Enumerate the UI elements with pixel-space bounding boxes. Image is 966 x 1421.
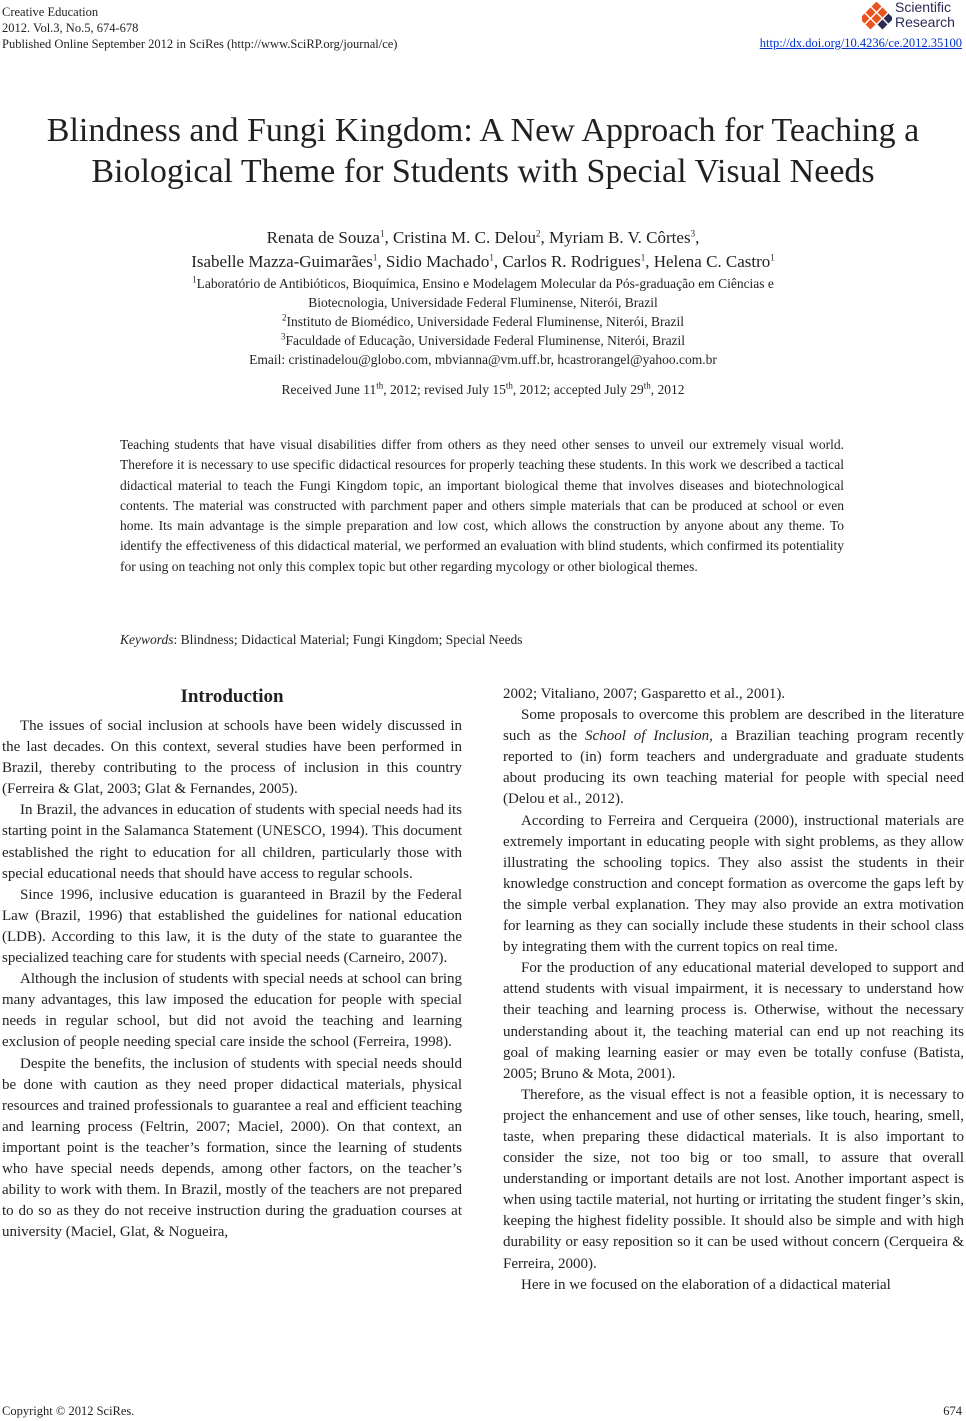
paper-title (0, 110, 966, 192)
journal-volume: 2012. Vol.3, No.5, 674-678 (2, 21, 139, 35)
email-line: Email: cristinadelou@globo.com, mbvianna@vm.uff.br, hcastrorangel@yahoo.com.br (249, 352, 717, 367)
paragraph: Since 1996, inclusive education is guaranteed in Brazil by the Federal Law (Brazil, 1996) that established the guidelines for national education (LDB). According to this law, it is the duty of the state to guarantee the specialized teaching care for students with special needs (Carneiro, 2007). (2, 886, 462, 967)
paragraph: For the production of any educational material developed to support and attend students with visual impairment, it is necessary to understand how their teaching and learning process is. Otherwise, without the necessary understanding about it, the teaching material can end up not reaching its goal of making learning easier or may even be totally confuse (Batista, 2005; Bruno & Mota, 2001). (503, 960, 964, 1082)
affil-text: Instituto de Biomédico, Universidade Federal Fluminense, Niterói, Brazil (286, 314, 684, 329)
author-affil-mark: 2 (536, 228, 541, 239)
author-name: Renata de Souza (266, 228, 380, 247)
author-separator: , (695, 228, 700, 247)
paragraph: In Brazil, the advances in education of students with special needs had its starting point in the Salamanca Statement (UNESCO, 1994). This document established the right to education for all children, particularly those with special educational needs that should have access to regular schools. (2, 802, 462, 882)
author-name: , Myriam B. V. Côrtes (540, 228, 691, 247)
left-column (2, 684, 462, 1243)
copyright: Copyright © 2012 SciRes. (2, 1404, 135, 1418)
ordinal-suffix: th (505, 380, 513, 391)
author-affil-mark: 1 (379, 228, 385, 239)
paragraph: Despite the benefits, the inclusion of students with special needs should be done with caution as they need proper didactical materials, physical resources and trained professionals to guarantee a real and efficient teaching and learning process (Feltrin, 2007; Maciel, 2000). On that context, an important point is the teacher’s formation, since the learning of students who have special needs depends, among other factors, on the teacher’s ability to work with them. In Brazil, mostly of the teachers are not prepared to do so as they do not receive instruction during the graduation courses at university (Maciel, Glat, & Nogueira, (2, 1055, 462, 1241)
keywords-text: : Blindness; Didactical Material; Fungi Kingdom; Special Needs (173, 632, 523, 647)
author-name: , Carlos R. Rodrigues (493, 252, 641, 271)
keywords (120, 632, 523, 648)
author-name: , Cristina M. C. Delou (384, 228, 537, 247)
scientific-research-logo (862, 0, 962, 34)
paragraph: 2002; Vitaliano, 2007; Gasparetto et al., 2001). (503, 686, 786, 702)
author-name: Isabelle Mazza-Guimarães (191, 252, 373, 271)
abstract: Teaching students that have visual disabilities differ from others as they need other senses to unveil our extremely visual world. Therefore it is necessary to use specific didactical resources for properly teaching these students. In this work we described a tactical didactical material to teach the Fungi Kingdom topic, an important biological theme that involves diseases and biotechnological contents. The material was constructed with parchment paper and others simple materials that can be produced at school or even home. Its main advantage is the simple preparation and low cost, which allows the construction by anyone about any theme. To identify the effectiveness of this didactical material, we performed an evaluation with blind students, which confirmed its potentiality for using on teaching not only this complex topic but other regarding mycology or other biological themes. (120, 437, 844, 574)
affiliation-2 (0, 312, 966, 331)
doi-link[interactable]: http://dx.doi.org/10.4236/ce.2012.35100 (759, 36, 962, 50)
author-line-2 (0, 250, 966, 274)
affiliation-1-cont: Biotecnologia, Universidade Federal Fluminense, Niterói, Brazil (308, 295, 658, 310)
publication-info: Published Online September 2012 in SciRes (http://www.SciRP.org/journal/ce) (2, 37, 398, 51)
logo-text-research: Research (895, 14, 955, 30)
paragraph (503, 705, 964, 810)
keywords-label: Keywords (120, 632, 174, 647)
paragraph: Here in we focused on the elaboration of a didactical material (521, 1276, 891, 1293)
title-line-2: Biological Theme for Students with Special Visual Needs (91, 153, 875, 190)
logo-text-scientific: Scientific (895, 0, 952, 15)
right-column (503, 684, 964, 1296)
ordinal-suffix: th (643, 380, 651, 391)
author-name: , Sidio Machado (377, 252, 490, 271)
paragraph: Although the inclusion of students with special needs at school can bring many advantages, this law imposed the education for people with special needs in regular school, but did not avoid the teaching and learning exclusion of people needing special care inside the school (Ferreira, 1998). (2, 971, 462, 1051)
paragraph: Therefore, as the visual effect is not a feasible option, it is necessary to project the enhancement and use of other senses, like touch, hearing, smell, taste, when preparing these didactical materials. It is also important to consider the size, not too big or too small, to assure that overall understanding or important details are not lost. Another important aspect is when using tactile material, not hurting or irritating the student finger’s skin, keeping the highest fidelity possible. It should also be simple and with high durability or easy reposition so it can be used without concern (Cerqueira & Ferreira, 2000). (503, 1086, 964, 1272)
affil-text: Laboratório de Antibióticos, Bioquímica, Ensino e Modelagem Molecular da Pós-graduação em Ciências e (196, 276, 774, 291)
author-name: , Helena C. Castro (645, 252, 771, 271)
ordinal-suffix: th (376, 380, 384, 391)
paragraph-text: , a Brazilian teaching program recently reported to (in) form teachers and undergraduate and graduate students about producing its own teaching material for people with special need (Delou et al., 2012). (503, 728, 964, 808)
journal-name: Creative Education (2, 5, 99, 19)
section-heading: Introduction (180, 686, 284, 707)
title-line-1: Blindness and Fungi Kingdom: A New Approach for Teaching a (46, 112, 920, 149)
date-text: Received June 11 (281, 382, 377, 397)
date-text: , 2012; accepted July 29 (512, 382, 644, 397)
affiliations (0, 274, 966, 369)
author-affil-mark: 1 (640, 252, 646, 263)
affil-mark: 3 (280, 331, 286, 342)
date-text: , 2012 (650, 382, 685, 397)
date-text: , 2012; revised July 15 (383, 382, 506, 397)
affil-mark: 2 (282, 312, 287, 323)
author-line-1 (0, 226, 966, 250)
author-list (0, 226, 966, 274)
affiliation-3 (0, 331, 966, 350)
paragraph: According to Ferreira and Cerqueira (2000), instructional materials are extremely important in educating people with sight problems, as they allow illustrating the schooling topics. They also assist the students in their knowledge construction and concept formation as overcome the gaps left by the simple verbal explanation. They may also provide an extra motivation for learning as they can socially include these students in their school class by integrating them with the current topics on real time. (503, 812, 964, 956)
author-affil-mark: 1 (770, 252, 775, 263)
affil-mark: 1 (192, 274, 197, 285)
affiliation-1 (0, 274, 966, 293)
author-affil-mark: 1 (372, 252, 378, 263)
affil-text: Faculdade of Educação, Universidade Federal Fluminense, Niterói, Brazil (285, 333, 686, 348)
page-number: 674 (943, 1404, 962, 1418)
emphasis: School of Inclusion (585, 728, 710, 745)
author-affil-mark: 3 (690, 228, 696, 239)
journal-header (2, 4, 397, 52)
author-affil-mark: 1 (489, 252, 494, 263)
received-dates (0, 382, 966, 398)
paragraph: The issues of social inclusion at schools have been widely discussed in the last decades. On this context, several studies have been performed in Brazil, thereby contributing to the process of inclusion in this country (Ferreira & Glat, 2003; Glat & Fernandes, 2005). (2, 718, 462, 798)
logo-diamonds-icon (862, 2, 892, 32)
paragraph-text: Some proposals to overcome this problem are described in the literature such as the (503, 707, 964, 745)
